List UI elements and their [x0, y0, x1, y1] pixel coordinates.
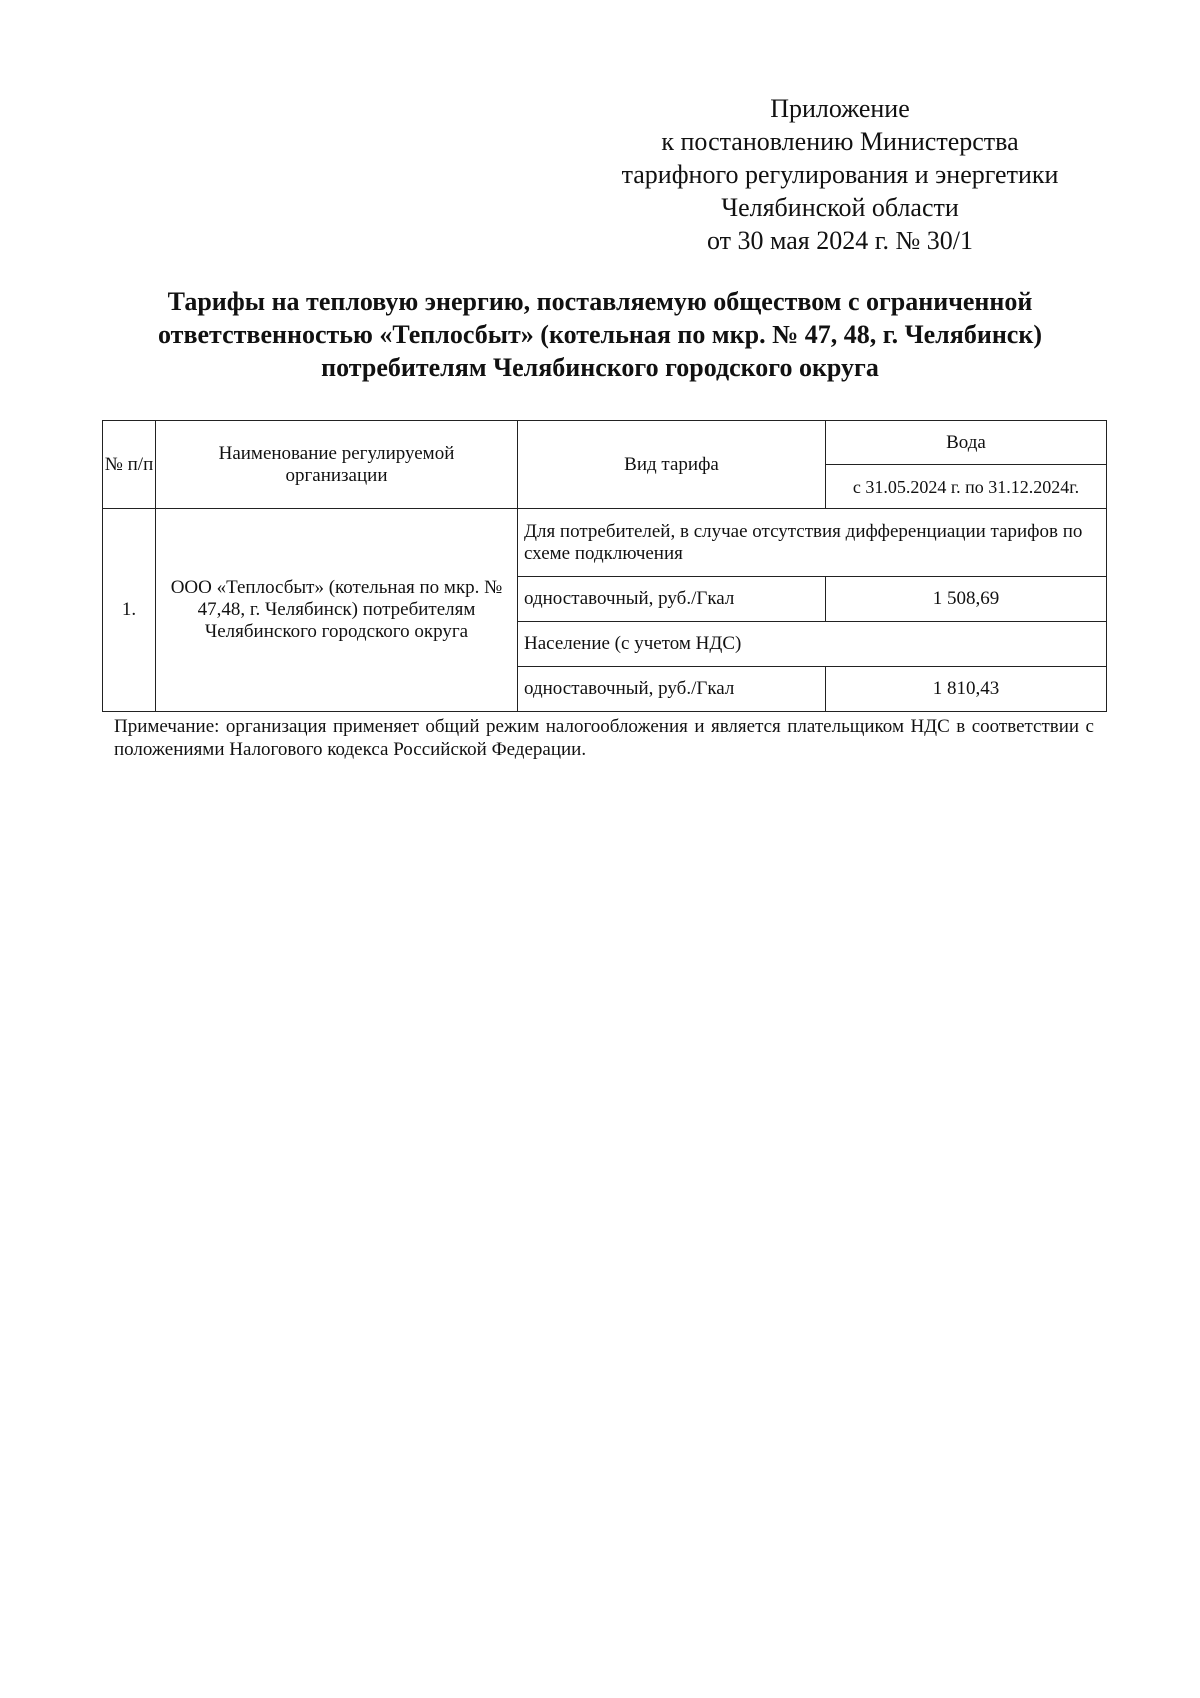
header-num: № п/п: [103, 421, 156, 509]
appendix-line: к постановлению Министерства: [661, 127, 1019, 156]
row-section-1-value: 1 508,69: [826, 577, 1107, 622]
note: Примечание: организация применяет общий режим налогообложения и является плательщиком НДС в соответствии с положениями Налогового кодекса Российской Федерации.: [114, 716, 1094, 760]
appendix-line: от 30 мая 2024 г. № 30/1: [706, 226, 974, 255]
row-section-1-tariff: одноставочный, руб./Гкал: [518, 577, 826, 622]
table-row: [103, 509, 1107, 577]
row-section-2-value: 1 810,43: [826, 667, 1107, 712]
header-group: Вода: [826, 421, 1107, 465]
header-row: [103, 421, 1107, 465]
header-org: Наименование регулируемой организации: [156, 421, 518, 509]
appendix-line: Челябинской области: [721, 193, 959, 222]
document-title: [100, 285, 1100, 384]
row-section-2: Население (с учетом НДС): [518, 622, 1107, 667]
row-org: ООО «Теплосбыт» (котельная по мкр. № 47,48, г. Челябинск) потребителям Челябинского городского округа: [156, 509, 518, 712]
row-num: 1.: [103, 509, 156, 712]
appendix-line: тарифного регулирования и энергетики: [621, 160, 1059, 189]
title-line: Тарифы на тепловую энергию, поставляемую обществом с ограниченной: [167, 287, 1033, 316]
tariff-table: [102, 420, 1107, 712]
header-tariff-type: Вид тарифа: [518, 421, 826, 509]
row-section-2-tariff: одноставочный, руб./Гкал: [518, 667, 826, 712]
header-period: с 31.05.2024 г. по 31.12.2024г.: [826, 465, 1107, 509]
title-line: потребителям Челябинского городского округа: [321, 353, 879, 382]
appendix-header: [590, 92, 1090, 257]
appendix-line: Приложение: [770, 94, 910, 123]
row-section-1: Для потребителей, в случае отсутствия дифференциации тарифов по схеме подключения: [518, 509, 1107, 577]
title-line: ответственностью «Теплосбыт» (котельная по мкр. № 47, 48, г. Челябинск): [158, 320, 1042, 349]
